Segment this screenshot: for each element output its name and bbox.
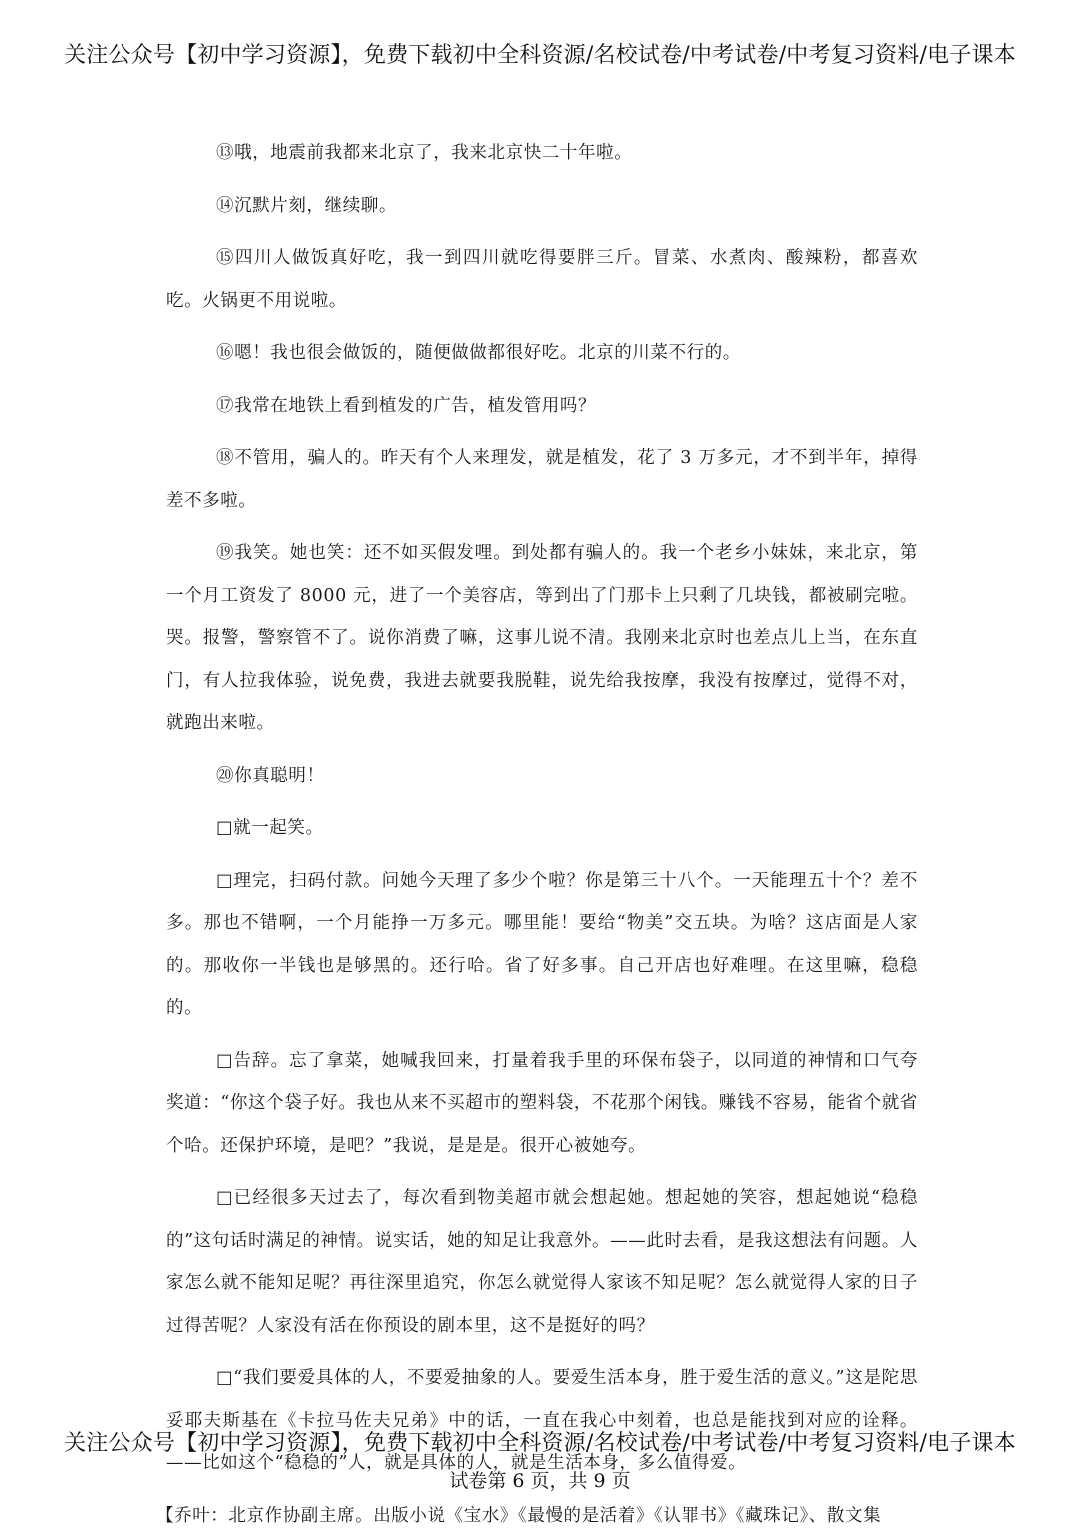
paragraph-22: □理完，扫码付款。问她今天理了多少个啦？你是第三十八个。一天能理五十个？差不多。那也不错啊，一个月能挣一万多元。哪里能！要给“物美”交五块。为啥？这店面是人家的。那收你一半钱也是够黑的。还行哈。省了好多事。自己开店也好难哩。在这里嘛，稳稳的。 (166, 860, 918, 1030)
paragraph-24: □已经很多天过去了，每次看到物美超市就会想起她。想起她的笑容，想起她说“稳稳的”这句话时满足的神情。说实话，她的知足让我意外。——此时去看，是我这想法有问题。人家怎么就不能知足呢？再往深里追究，你怎么就觉得人家该不知足呢？怎么就觉得人家的日子过得苦呢？人家没有活在你预设的剧本里，这不是挺好的吗？ (166, 1177, 918, 1347)
paragraph-21: □就一起笑。 (166, 807, 918, 850)
author-note: 【乔叶：北京作协副主席。出版小说《宝水》《最慢的是活着》《认罪书》《藏珠记》、散文集 (156, 1495, 918, 1537)
paragraph-15: ⑮四川人做饭真好吃，我一到四川就吃得要胖三斤。冒菜、水煮肉、酸辣粉，都喜欢吃。火锅更不用说啦。 (166, 237, 918, 322)
paragraph-25: □“我们要爱具体的人，不要爱抽象的人。要爱生活本身，胜于爱生活的意义。”这是陀思妥耶夫斯基在《卡拉马佐夫兄弟》中的话，一直在我心中刻着，也总是能找到对应的诠释。——比如这个“稳稳的”人，就是具体的人，就是生活本身，多么值得爱。 (166, 1357, 918, 1485)
paragraph-17: ⑰我常在地铁上看到植发的广告，植发管用吗？ (166, 385, 918, 428)
paragraph-23: □告辞。忘了拿菜，她喊我回来，打量着我手里的环保布袋子，以同道的神情和口气夸奖道：“你这个袋子好。我也从来不买超市的塑料袋，不花那个闲钱。赚钱不容易，能省个就省个哈。还保护环境，是吧？”我说，是是是。很开心被她夸。 (166, 1040, 918, 1168)
bottom-banner: 关注公众号【初中学习资源】，免费下载初中全科资源/名校试卷/中考试卷/中考复习资料/电子课本 (0, 1426, 1080, 1457)
paragraph-13: ⑬哦，地震前我都来北京了，我来北京快二十年啦。 (166, 132, 918, 175)
top-banner: 关注公众号【初中学习资源】，免费下载初中全科资源/名校试卷/中考试卷/中考复习资料/电子课本 (0, 38, 1080, 69)
paragraph-18: ⑱不管用，骗人的。昨天有个人来理发，就是植发，花了 3 万多元，才不到半年，掉得差不多啦。 (166, 437, 918, 522)
paragraph-19: ⑲我笑。她也笑：还不如买假发哩。到处都有骗人的。我一个老乡小妹妹，来北京，第一个月工资发了 8000 元，进了一个美容店，等到出了门那卡上只剩了几块钱，都被刷完啦。哭。报警，警察管不了。说你消费了嘛，这事儿说不清。我刚来北京时也差点儿上当，在东直门，有人拉我体验，说免费，我进去就要我脱鞋，说先给我按摩，我没有按摩过，觉得不对，就跑出来啦。 (166, 532, 918, 745)
page-number: 试卷第 6 页，共 9 页 (0, 1466, 1080, 1493)
paragraph-20: ⑳你真聪明！ (166, 755, 918, 798)
paragraph-14: ⑭沉默片刻，继续聊。 (166, 185, 918, 228)
paragraph-16: ⑯嗯！我也很会做饭的，随便做做都很好吃。北京的川菜不行的。 (166, 332, 918, 375)
article-body (166, 132, 918, 1537)
